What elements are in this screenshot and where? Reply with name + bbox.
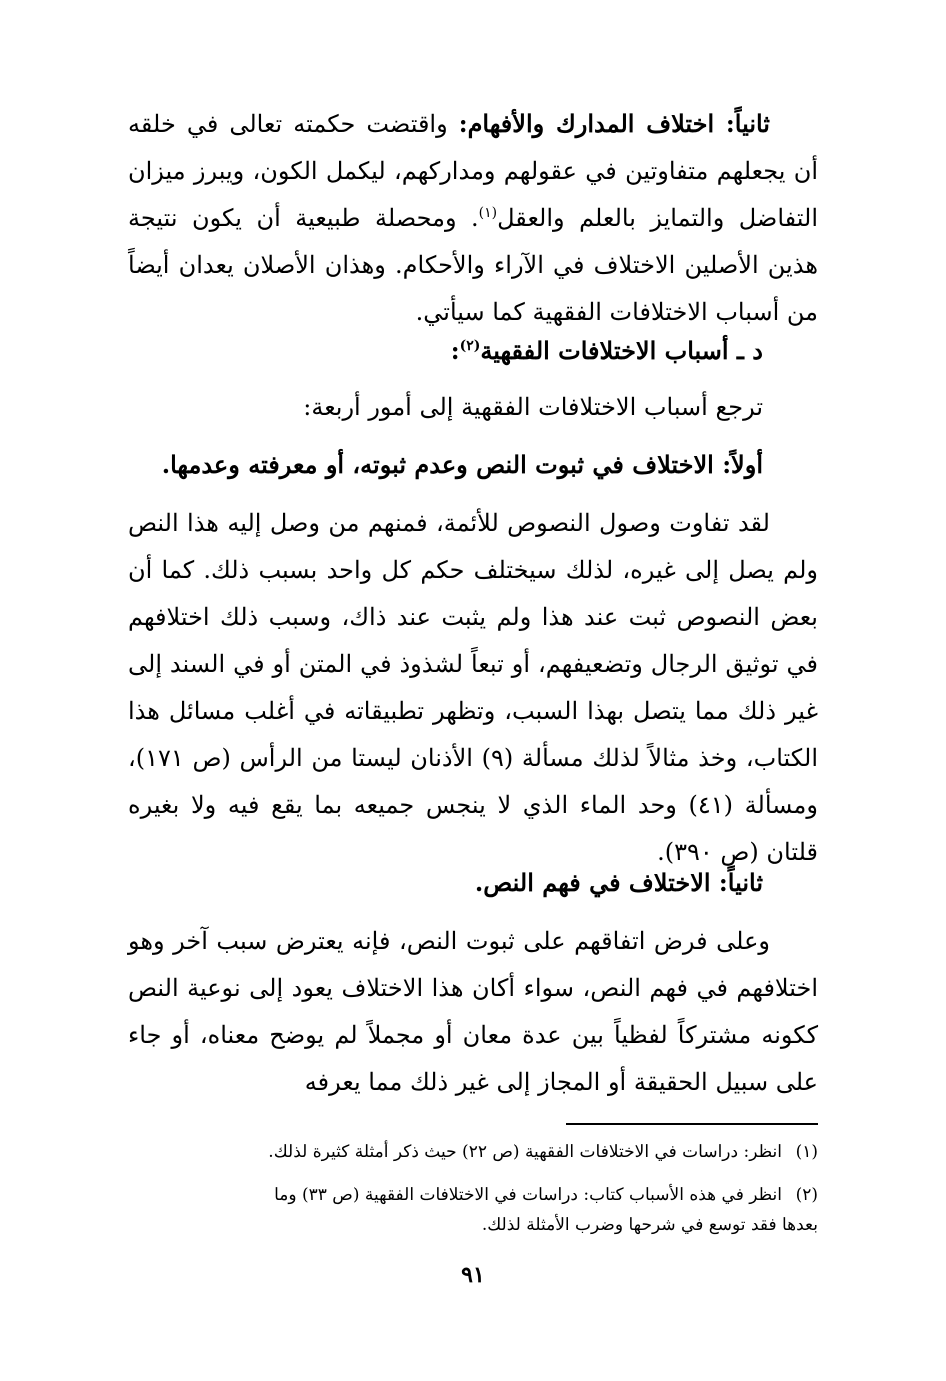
footnote-separator: [566, 1123, 818, 1125]
cause-two-block: [128, 918, 818, 1106]
footnote-ref-1[interactable]: (١): [478, 205, 498, 221]
footnote-2-text: انظر في هذه الأسباب كتاب: دراسات في الاختلافات الفقهية (ص ٣٣) وما: [274, 1185, 782, 1205]
cause-one-heading: أولاً: الاختلاف في ثبوت النص وعدم ثبوته، أو معرفته وعدمها.: [161, 450, 763, 479]
cause-two-paragraph: وعلى فرض اتفاقهم على ثبوت النص، فإنه يعترض سبب آخر وهو اختلافهم في فهم النص، سواء أكان هذا الاختلاف يعود إلى نوعية النص ككونه مشتركاً لفظياً بين عدة معان أو مجملاً لم يوضح معناه، أو جاء على سبيل الحقيقة أو المجاز إلى غير ذلك مما يعرفه: [128, 927, 818, 1096]
footnote-ref-2[interactable]: (٢): [459, 338, 481, 354]
section-d-heading-text: د ـ أسباب الاختلافات الفقهية: [480, 336, 763, 365]
page-number: ٩١: [461, 1262, 485, 1288]
footnote-1: [135, 1137, 818, 1167]
section-one-paragraph: [128, 100, 818, 336]
section-one-text-a: واقتضت حكمته تعالى في خلقه أن يجعلهم متفاوتين في عقولهم ومداركهم، ليكمل الكون، ويبرز ميزان التفاضل والتمايز بالعلم والعقل: [128, 110, 818, 232]
footnote-1-number: (١): [795, 1142, 818, 1162]
section-one-block: [128, 100, 818, 336]
section-d-intro: ترجع أسباب الاختلافات الفقهية إلى أمور أربعة:: [303, 393, 763, 421]
cause-one-block: [128, 500, 818, 876]
footnote-2: [135, 1180, 818, 1210]
footnote-2-continuation: بعدها فقد توسع في شرحها وضرب الأمثلة لذلك.: [481, 1215, 818, 1235]
section-d-heading-colon: :: [450, 336, 460, 365]
cause-one-paragraph: لقد تفاوت وصول النصوص للأئمة، فمنهم من وصل إليه هذا النص ولم يصل إلى غيره، لذلك سيختلف حكم كل واحد بسبب ذلك. كما أن بعض النصوص ثبت عند هذا ولم يثبت عند ذاك، وسبب ذلك اختلافهم في توثيق الرجال وتضعيفهم، أو تبعاً لشذوذ في المتن أو في السند إلى غير ذلك مما يتصل بهذا السبب، وتظهر تطبيقاته في أغلب مسائل هذا الكتاب، وخذ مثالاً لذلك مسألة (٩) الأذنان ليستا من الرأس (ص ١٧١)، ومسألة (٤١) وحد الماء الذي لا ينجس جميعه بما يقع فيه ولا بغيره قلتان (ص ٣٩٠).: [128, 509, 818, 866]
section-one-lead: ثانياً: اختلاف المدارك والأفهام:: [458, 109, 770, 138]
cause-two-heading: ثانياً: الاختلاف في فهم النص.: [474, 868, 763, 897]
section-d-heading: [451, 327, 763, 374]
section-one-text-b: . ومحصلة طبيعية أن يكون نتيجة هذين الأصلين الاختلاف في الآراء والأحكام. وهذان الأصلان يعدان أيضاً من أسباب الاختلافات الفقهية كما سيأتي.: [128, 204, 818, 326]
footnote-2-number: (٢): [795, 1185, 818, 1205]
footnote-1-text: انظر: دراسات في الاختلافات الفقهية (ص ٢٢) حيث ذكر أمثلة كثيرة لذلك.: [268, 1142, 782, 1162]
